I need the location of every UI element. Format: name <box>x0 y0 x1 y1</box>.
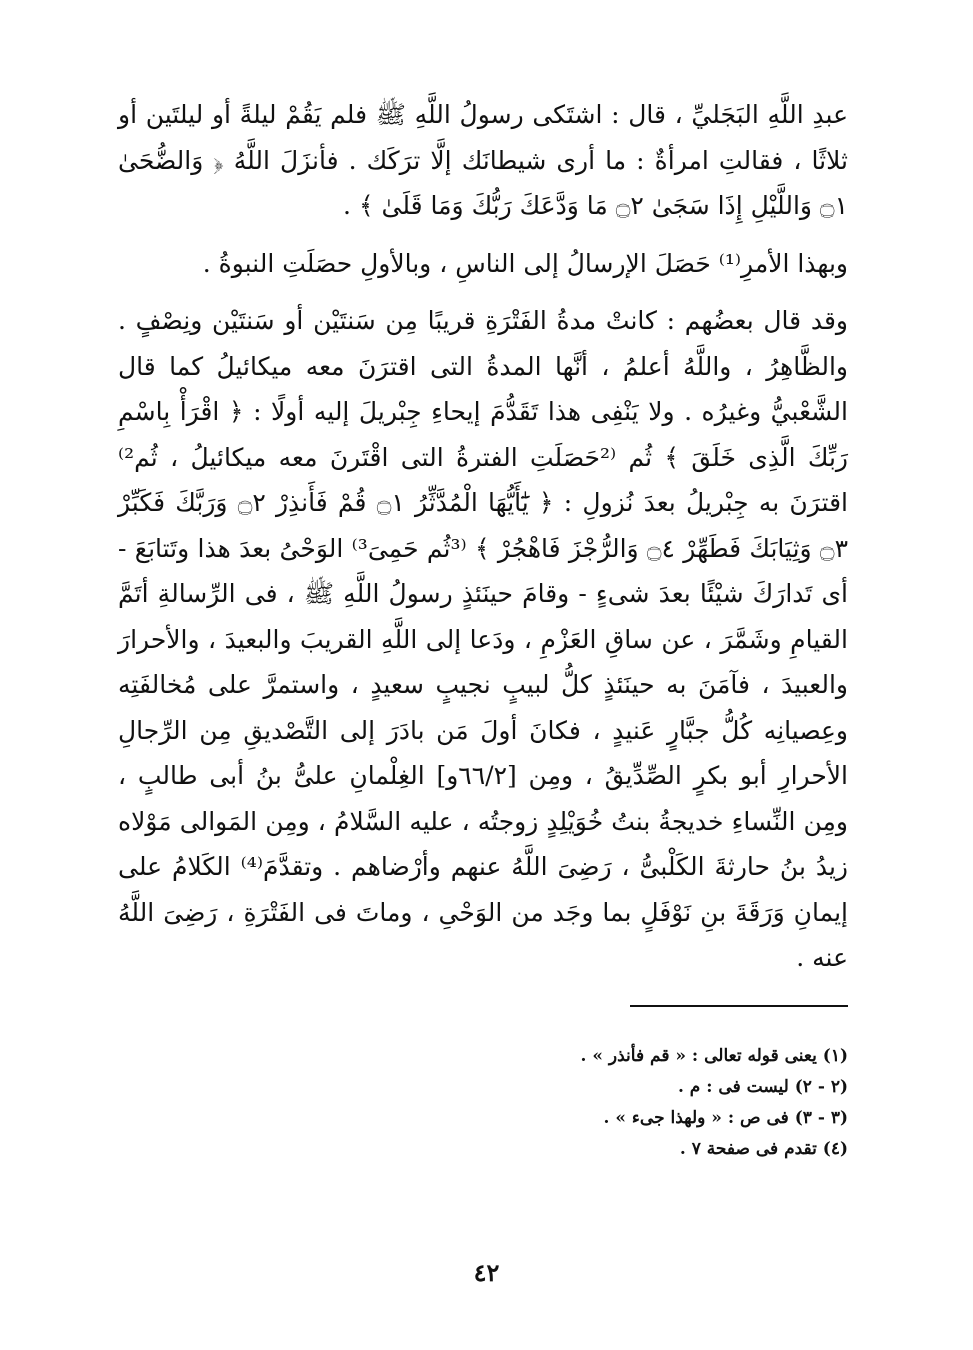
footnote-1: (١) يعنى قوله تعالى : « قم فأنذر » . <box>580 1045 848 1066</box>
page-body <box>118 92 848 1165</box>
footnote-2: (٢ - ٢) ليست فى : م . <box>677 1076 848 1097</box>
page-number: ٤٢ <box>473 1258 500 1287</box>
footnotes <box>118 1041 848 1165</box>
footnote-divider <box>630 1005 848 1007</box>
paragraph-2: وبهذا الأمرِ⁽¹⁾ حَصَلَ الإرسالُ إلى الناسِ ، وبالأولِ حصَلَتِ النبوةُ . <box>202 248 848 278</box>
paragraph-1: عبدِ اللَّهِ البَجَليِّ ، قال : اشتَكى رسولُ اللَّهِ ﷺ فلم يَقُمْ ليلةً أو ليلتَين أو ثلاثًا ، فقالتِ امرأةٌ : ما أرى شيطانَك إلَّا ترَكَك . فأنزَلَ اللَّهُ ﴿ وَالضُّحَىٰ ۝١ وَاللَّيْلِ إِذَا سَجَىٰ ۝٢ مَا وَدَّعَكَ رَبُّكَ وَمَا قَلَىٰ ﴾ . <box>118 100 848 220</box>
footnote-4: (٤) تقدم فى صفحة ٧ . <box>679 1138 848 1159</box>
paragraph-3: وقد قال بعضُهم : كانتْ مدةُ الفَتْرَةِ قريبًا مِن سَنتَيْن أو سَنتَيْن ونِصْفٍ . والظَّاهِرُ ، واللَّهُ أعلمُ ، أنَّها المدةُ التى اقترَنَ معه ميكائيلُ كما قال الشَّعْبيُّ وغيرُه . ولا يَنْفِى هذا تَقَدُّمَ إيحاءِ جِبْريلَ إليه أولًا : ﴿ اقْرَأْ بِاسْمِ رَبِّكَ الَّذِى خَلَقَ ﴾ ثُم ⁽²حَصَلَتِ الفترةُ التى اقْتَرنَ معه ميكائيلُ ، ثُم²⁾ اقترَنَ به جِبْريلُ بعدَ نُزولِ : ﴿ يَٰٓأَيُّهَا الْمُدَّثِّرُ ۝١ قُمْ فَأَنذِرْ ۝٢ وَرَبَّكَ فَكَبِّرْ ۝٣ وَثِيَابَكَ فَطَهِّرْ ۝٤ وَالرُّجْزَ فَاهْجُرْ ﴾ ⁽³ثُم حَمِىَ³⁾ الوَحْىُ بعدَ هذا وتَتابَعَ - أى تَدارَكَ شيْئًا بعدَ شىءٍ - وقامَ حينَئذٍ رسولُ اللَّهِ ﷺ ، فى الرِّسالةِ أتَمَّ القيامِ وشَمَّرَ ، عن ساقِ العَزْمِ ، ودَعا إلى اللَّهِ القريبَ والبعيدَ ، والأحرارَ والعبيدَ ، فآمَنَ به حينَئذٍ كلُّ لبيبٍ نجيبٍ سعيدٍ ، واستمرَّ على مُخالفَتِه وعِصيانِه كُلُّ جبَّارٍ عَنيدٍ ، فكانَ أولَ مَن بادَرَ إلى التَّصْديقِ مِن الرِّجالِ الأحرارِ أبو بكرٍ الصِّدِّيقُ ، ومِن [٦٦/٢و] الغِلْمانِ علىُّ بنُ أبى طالبٍ ، ومِن النِّساءِ خديجةُ بنتُ خُوَيْلِدٍ زوجتُه ، عليه السَّلامُ ، ومِن المَوالى مَوْلاه زيدُ بنُ حارثةَ الكَلْبىُّ ، رَضِىَ اللَّهُ عنهم وأرْضاهم . وتقدَّمَ⁽⁴⁾ الكَلامُ على إيمانِ وَرَقَةَ بنِ نَوْفَلٍ بما وجَد من الوَحْىِ ، وماتَ فى الفَتْرَةِ ، رَضِىَ اللَّهُ عنه . <box>118 306 848 972</box>
footnote-3: (٣ - ٣) فى ص : « ولهذا جىء » . <box>603 1107 848 1128</box>
